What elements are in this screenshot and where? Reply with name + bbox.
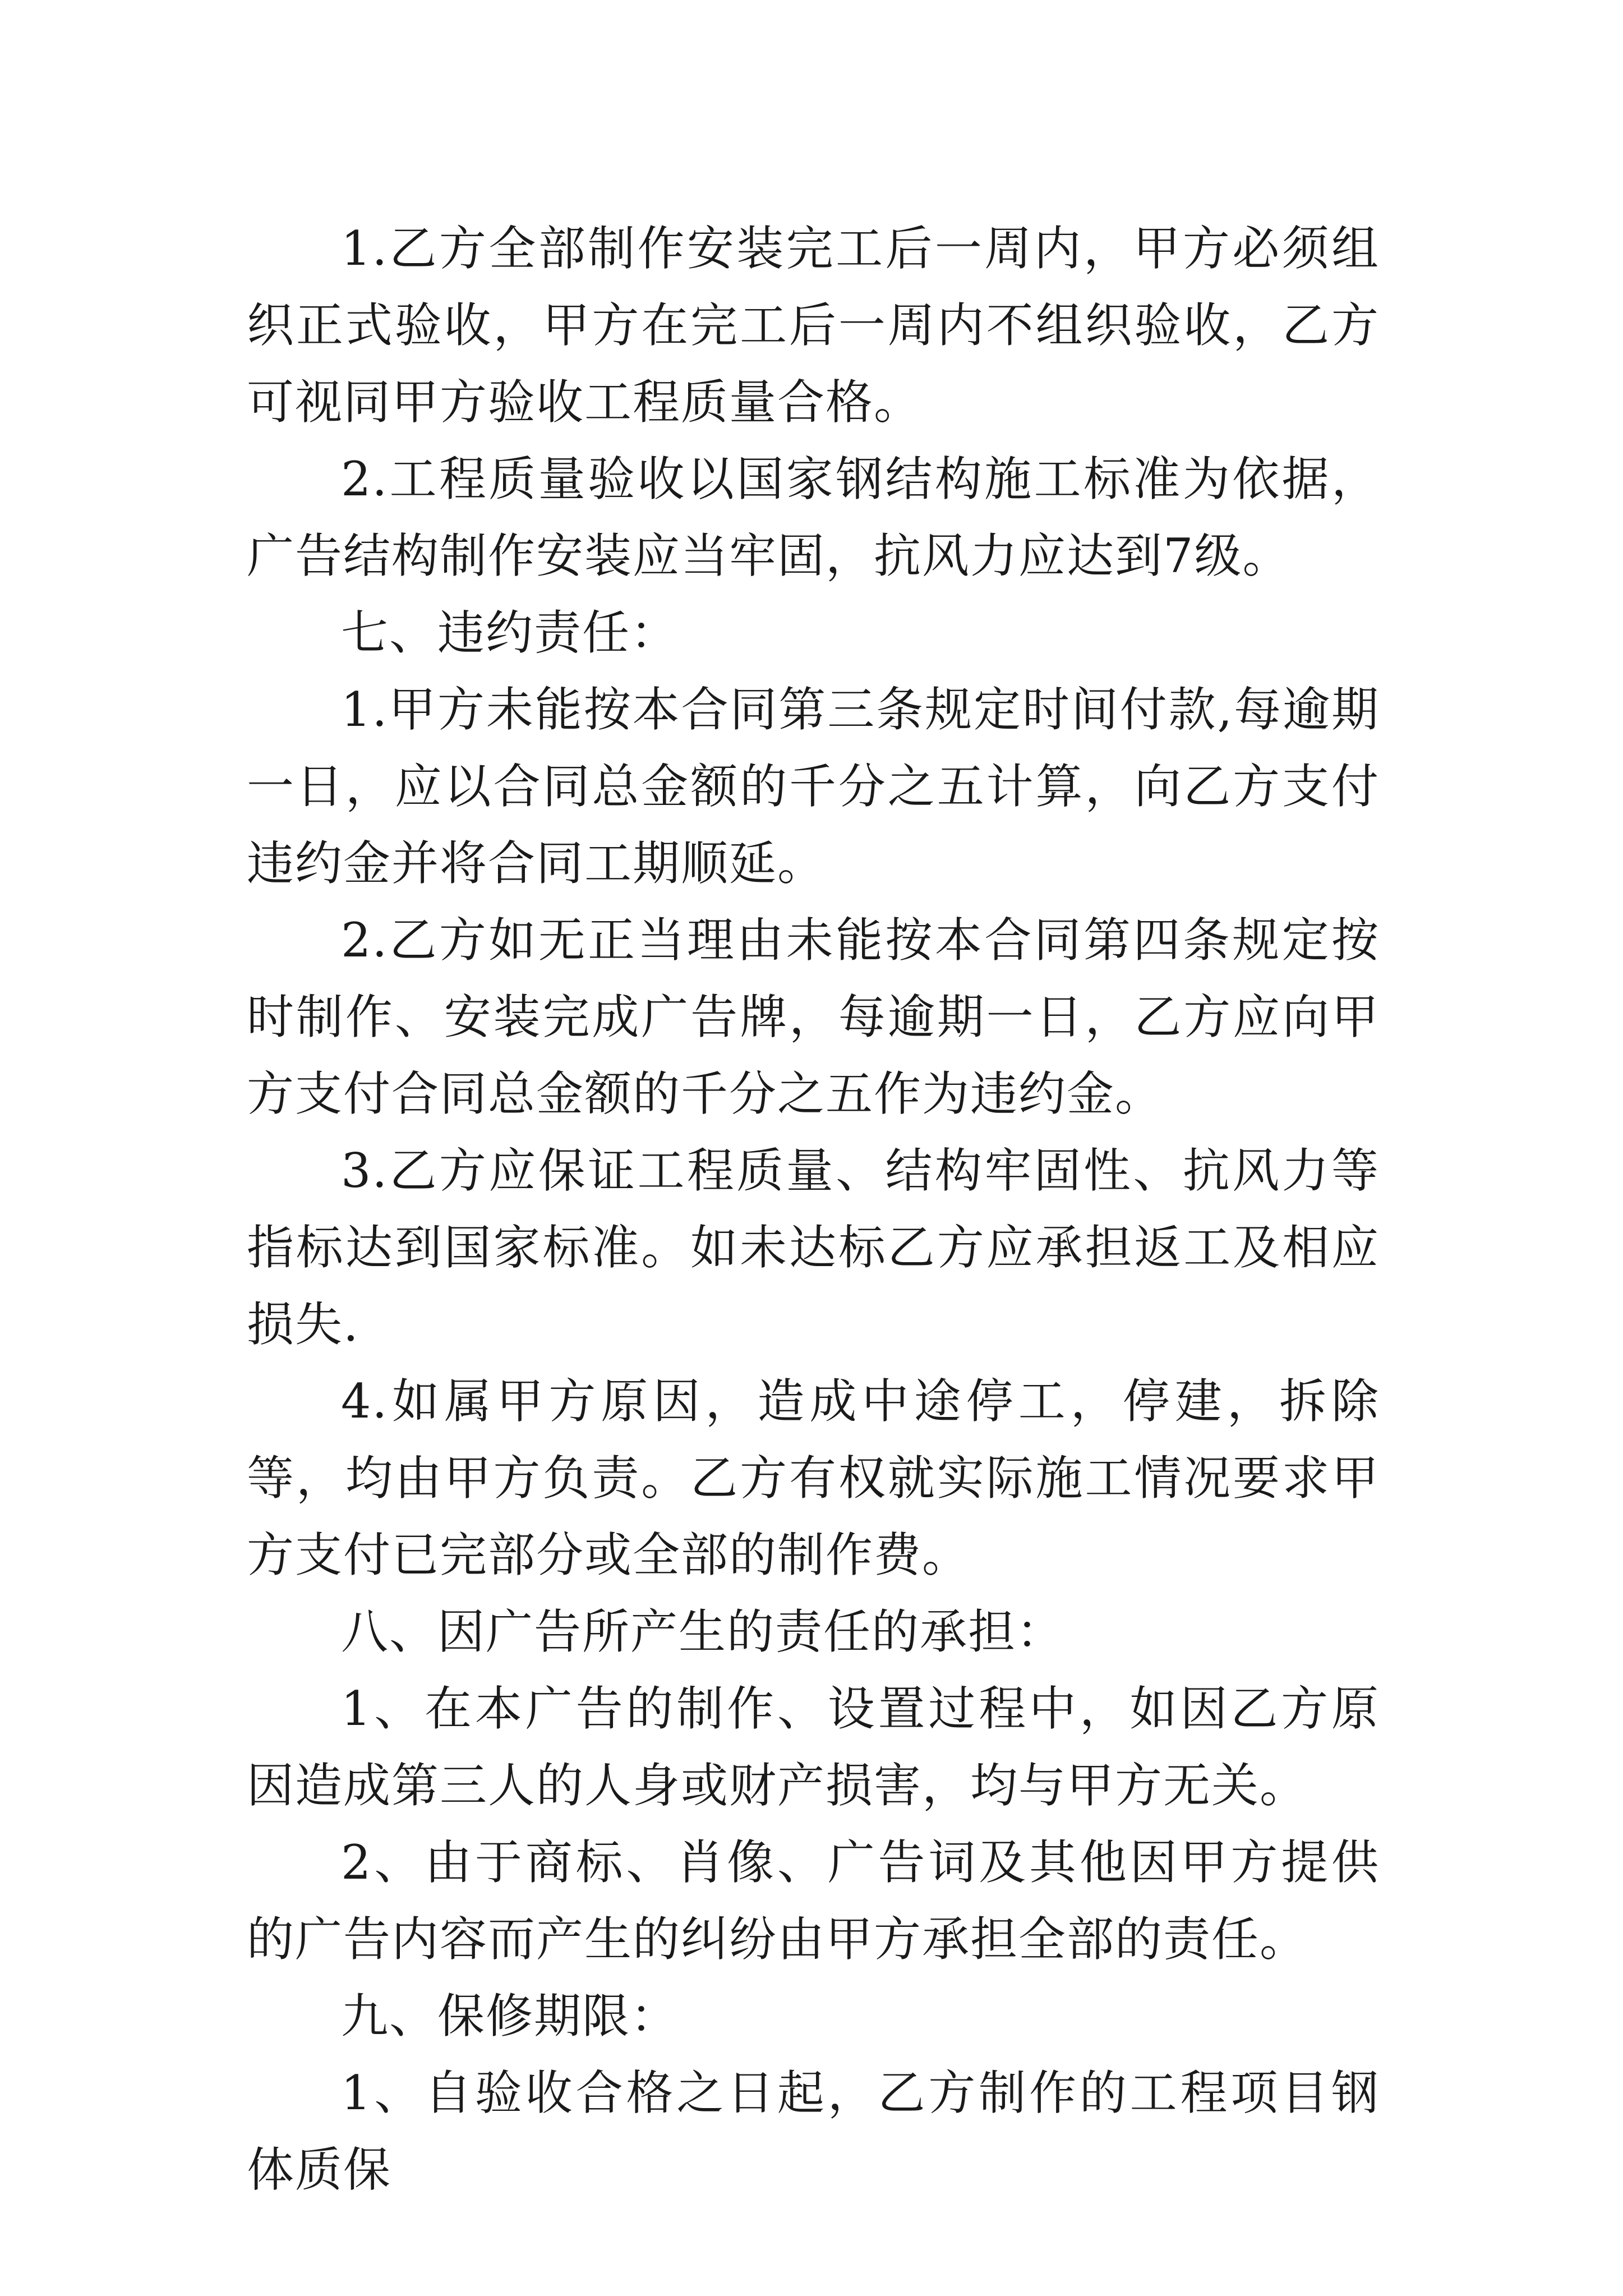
document-body — [247, 210, 1380, 2208]
section-heading-liability: 八、因广告所产生的责任的承担： — [341, 1604, 1065, 1659]
paragraph-quality-standard: 2.工程质量验收以国家钢结构施工标准为依据，广告结构制作安装应当牢固，抗风力应达到7级。 — [247, 452, 1380, 583]
paragraph-acceptance-timing: 1.乙方全部制作安装完工后一周内，甲方必须组织正式验收，甲方在完工后一周内不组织验收，乙方可视同甲方验收工程质量合格。 — [247, 221, 1380, 430]
paragraph-breach-stoppage: 4.如属甲方原因，造成中途停工，停建，拆除等，均由甲方负责。乙方有权就实际施工情况要求甲方支付已完部分或全部的制作费。 — [247, 1374, 1380, 1582]
paragraph-liability-content: 2、由于商标、肖像、广告词及其他因甲方提供的广告内容而产生的纠纷由甲方承担全部的责任。 — [247, 1835, 1380, 1967]
paragraph-breach-party-b: 2.乙方如无正当理由未能按本合同第四条规定按时制作、安装完成广告牌，每逾期一日，乙方应向甲方支付合同总金额的千分之五作为违约金。 — [247, 913, 1380, 1121]
paragraph-breach-party-a: 1.甲方未能按本合同第三条规定时间付款,每逾期一日，应以合同总金额的千分之五计算，向乙方支付违约金并将合同工期顺延。 — [247, 682, 1380, 891]
section-heading-breach: 七、违约责任： — [341, 605, 679, 660]
paragraph-warranty-term: 1、自验收合格之日起，乙方制作的工程项目钢体质保 — [247, 2065, 1380, 2197]
section-heading-warranty: 九、保修期限： — [341, 1989, 679, 2044]
paragraph-liability-third-party: 1、在本广告的制作、设置过程中，如因乙方原因造成第三人的人身或财产损害，均与甲方无关。 — [247, 1681, 1380, 1813]
paragraph-breach-quality: 3.乙方应保证工程质量、结构牢固性、抗风力等指标达到国家标准。如未达标乙方应承担返工及相应损失. — [247, 1143, 1380, 1352]
